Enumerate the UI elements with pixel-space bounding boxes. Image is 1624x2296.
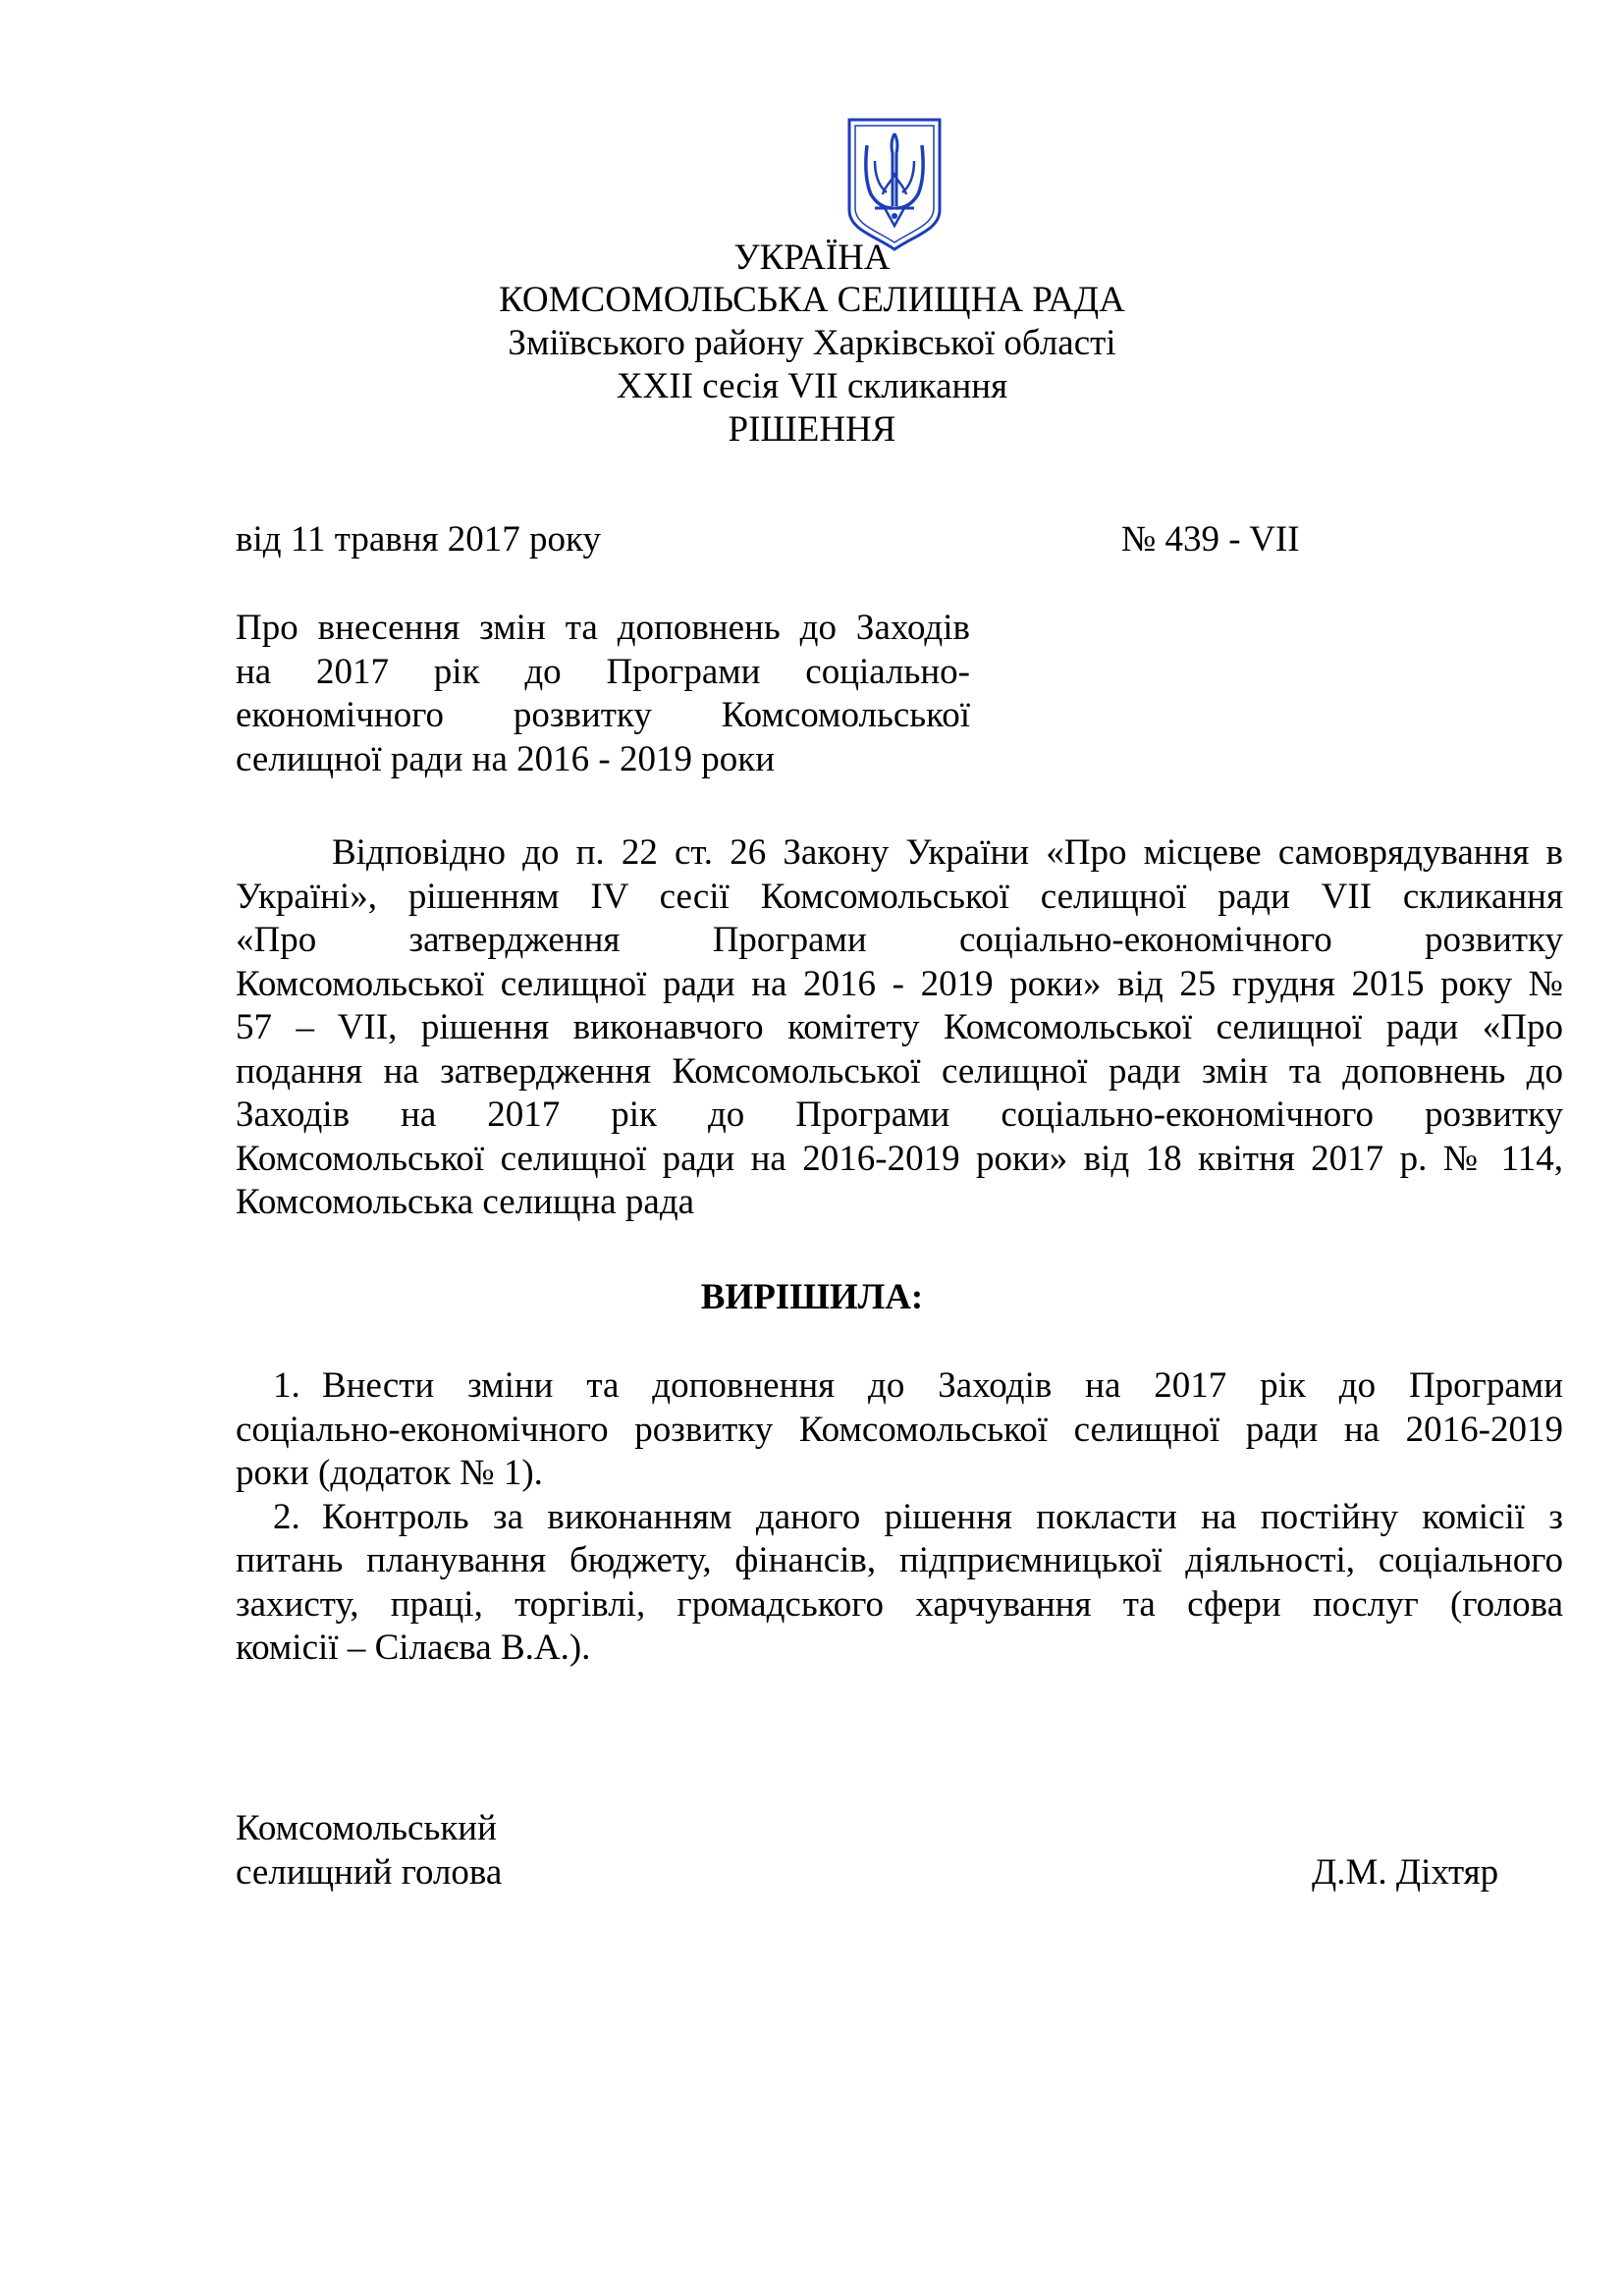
preamble-paragraph [236, 831, 1563, 1225]
item-line: питань планування бюджету, фінансів, підприємницької діяльності, соціального [236, 1540, 1563, 1580]
resolution-item [236, 1496, 1563, 1671]
subject-line: Про внесення змін та доповнень до Заходів [236, 608, 970, 648]
country-name: УКРАЇНА [733, 238, 891, 278]
resolution-item [236, 1364, 1563, 1496]
item-text: Контроль за виконанням даного рішення покласти на постійну комісії з [322, 1496, 1563, 1537]
item-number: 2. [273, 1496, 300, 1537]
signatory-title-line: Комсомольський [236, 1808, 497, 1848]
decision-number: № 439 - VІІ [1121, 519, 1300, 560]
decision-subject [236, 607, 970, 781]
preamble-line: Відповідно до п. 22 ст. 26 Закону України «Про місцеве самоврядування в [332, 832, 1563, 873]
item-line: роки (додаток № 1). [236, 1453, 543, 1493]
preamble-line: Комсомольської селищної ради на 2016 - 2019 роки» від 25 грудня 2015 року № [236, 963, 1563, 1004]
preamble-line: Комсомольська селищна рада [236, 1182, 695, 1222]
signatory-title [236, 1807, 502, 1895]
document-type: РІШЕННЯ [728, 409, 896, 450]
preamble-line: «Про затвердження Програми соціально-економічного розвитку [236, 920, 1563, 960]
preamble-line: Комсомольської селищної ради на 2016-2019 роки» від 18 квітня 2017 р. № 114, [236, 1138, 1563, 1179]
item-line: комісії – Сілаєва В.А.). [236, 1628, 591, 1668]
subject-line: на 2017 рік до Програми соціально- [236, 651, 970, 692]
signatory-title-line: селищний голова [236, 1851, 503, 1893]
resolution-items [236, 1364, 1563, 1671]
ukraine-coat-of-arms-icon [845, 116, 944, 253]
district-name: Зміївського району Харківської області [508, 323, 1116, 363]
decision-date: від 11 травня 2017 року [236, 519, 601, 560]
item-number: 1. [273, 1365, 300, 1406]
subject-line: селищної ради на 2016 - 2019 роки [236, 738, 776, 779]
preamble-line: Україні», рішенням ІV сесії Комсомольської селищної ради VІІ скликання [236, 876, 1563, 917]
item-text: Внести зміни та доповнення до Заходів на 2017 рік до Програми [322, 1365, 1563, 1406]
preamble-line: 57 – VІІ, рішення виконавчого комітету Комсомольської селищної ради «Про [236, 1007, 1563, 1047]
item-line [236, 1496, 1563, 1540]
resolved-heading: ВИРІШИЛА: [700, 1277, 924, 1317]
item-line [236, 1364, 1563, 1409]
session-info: XXІІ сесія VІІ скликання [616, 366, 1008, 406]
council-name: КОМСОМОЛЬСЬКА СЕЛИЩНА РАДА [499, 280, 1125, 320]
subject-line: економічного розвитку Комсомольської [236, 695, 970, 735]
preamble-line: Заходів на 2017 рік до Програми соціально-економічного розвитку [236, 1095, 1563, 1135]
item-line: захисту, праці, торгівлі, громадського харчування та сфери послуг (голова [236, 1583, 1563, 1625]
signatory-name: Д.М. Діхтяр [1312, 1852, 1499, 1893]
item-line: соціально-економічного розвитку Комсомольської селищної ради на 2016-2019 [236, 1409, 1563, 1450]
document-header [0, 237, 1624, 453]
preamble-line: подання на затвердження Комсомольської селищної ради змін та доповнень до [236, 1050, 1563, 1092]
